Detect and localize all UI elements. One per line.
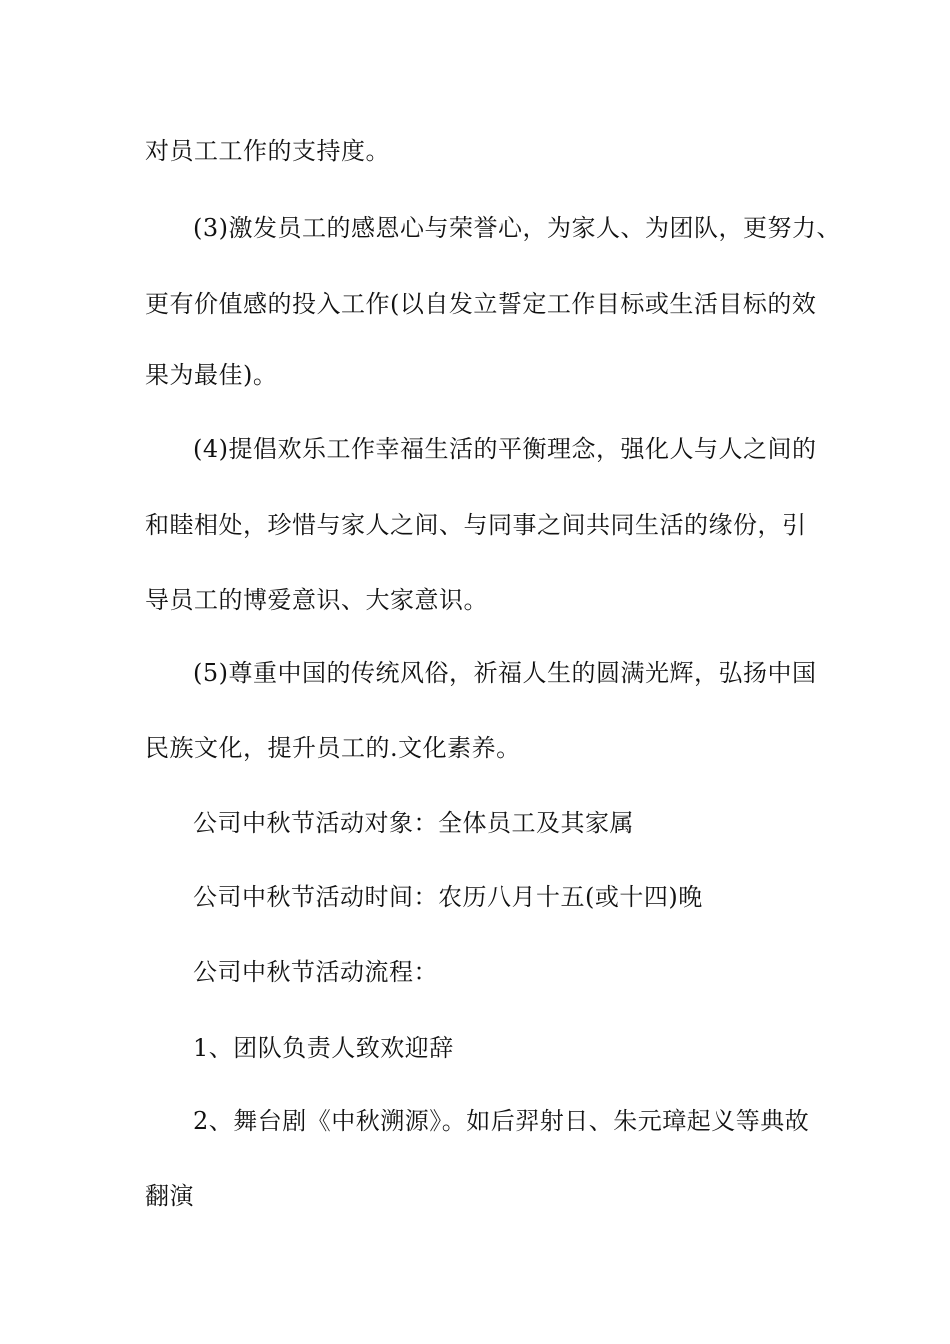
activity-process-heading: 公司中秋节活动流程： (193, 958, 438, 986)
activity-target-line: 公司中秋节活动对象：全体员工及其家属 (193, 809, 634, 837)
paragraph-item-3-line-2: 更有价值感的投入工作(以自发立誓定工作目标或生活目标的效 (145, 290, 817, 318)
process-step-2-line-1: 2、舞台剧《中秋溯源》。如后羿射日、朱元璋起义等典故 (193, 1107, 810, 1135)
paragraph-line-continuation: 对员工工作的支持度。 (145, 137, 390, 165)
paragraph-item-3-line-1: (3)激发员工的感恩心与荣誉心，为家人、为团队，更努力、 (193, 214, 841, 242)
paragraph-item-5-line-2: 民族文化，提升员工的.文化素养。 (145, 734, 521, 762)
activity-time-line: 公司中秋节活动时间：农历八月十五(或十四)晚 (193, 883, 703, 911)
process-step-1: 1、团队负责人致欢迎辞 (193, 1034, 454, 1062)
paragraph-item-4-line-1: (4)提倡欢乐工作幸福生活的平衡理念，强化人与人之间的 (193, 435, 817, 463)
paragraph-item-4-line-2: 和睦相处，珍惜与家人之间、与同事之间共同生活的缘份，引 (145, 511, 807, 539)
process-step-2-line-2: 翻演 (145, 1182, 194, 1210)
paragraph-item-4-line-3: 导员工的博爱意识、大家意识。 (145, 586, 488, 614)
paragraph-item-3-line-3: 果为最佳)。 (145, 361, 278, 389)
paragraph-item-5-line-1: (5)尊重中国的传统风俗，祈福人生的圆满光辉，弘扬中国 (193, 659, 817, 687)
